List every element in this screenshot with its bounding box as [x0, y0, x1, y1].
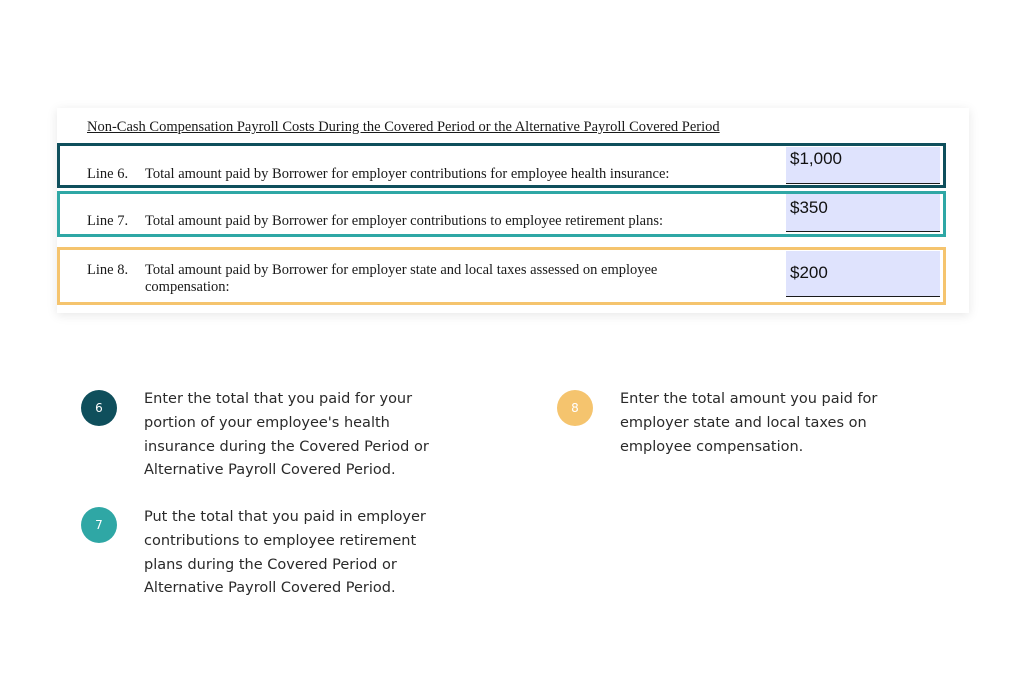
- line-7-description: Total amount paid by Borrower for employer contributions to employee retirement plans:: [145, 213, 664, 229]
- line-6-description: Total amount paid by Borrower for employer contributions for employee health insurance:: [145, 166, 670, 182]
- step-7-line: Alternative Payroll Covered Period.: [144, 580, 396, 597]
- step-6-line: insurance during the Covered Period or: [144, 438, 429, 455]
- step-6-line: Alternative Payroll Covered Period.: [144, 462, 396, 479]
- line-7-amount: $350: [790, 198, 828, 217]
- step-7-line: contributions to employee retirement: [144, 532, 417, 549]
- line-6-amount: $1,000: [790, 149, 842, 168]
- step-6-text: [144, 388, 474, 483]
- step-8-line: employer state and local taxes on: [620, 414, 867, 431]
- step-8-line: employee compensation.: [620, 438, 804, 455]
- line-7-number: Line 7.: [87, 213, 129, 229]
- step-7-line: plans during the Covered Period or: [144, 556, 397, 573]
- step-6-badge: 6: [81, 390, 117, 426]
- line-8-number: Line 8.: [87, 262, 129, 278]
- step-7-text: [144, 506, 474, 601]
- line-8-description: Total amount paid by Borrower for employer state and local taxes assessed on employee compensation:: [145, 262, 658, 295]
- step-8-badge: 8: [557, 390, 593, 426]
- step-7-badge: 7: [81, 507, 117, 543]
- step-7-line: Put the total that you paid in employer: [144, 509, 426, 525]
- step-8-line: Enter the total amount you paid for: [620, 391, 878, 407]
- step-8-text: [620, 388, 940, 459]
- line-6-number: Line 6.: [87, 166, 129, 182]
- step-6-line: portion of your employee's health: [144, 414, 390, 431]
- section-heading: Non-Cash Compensation Payroll Costs During the Covered Period or the Alternative Payroll Covered Period: [87, 119, 720, 135]
- step-6-line: Enter the total that you paid for your: [144, 391, 413, 407]
- line-8-amount: $200: [790, 263, 828, 282]
